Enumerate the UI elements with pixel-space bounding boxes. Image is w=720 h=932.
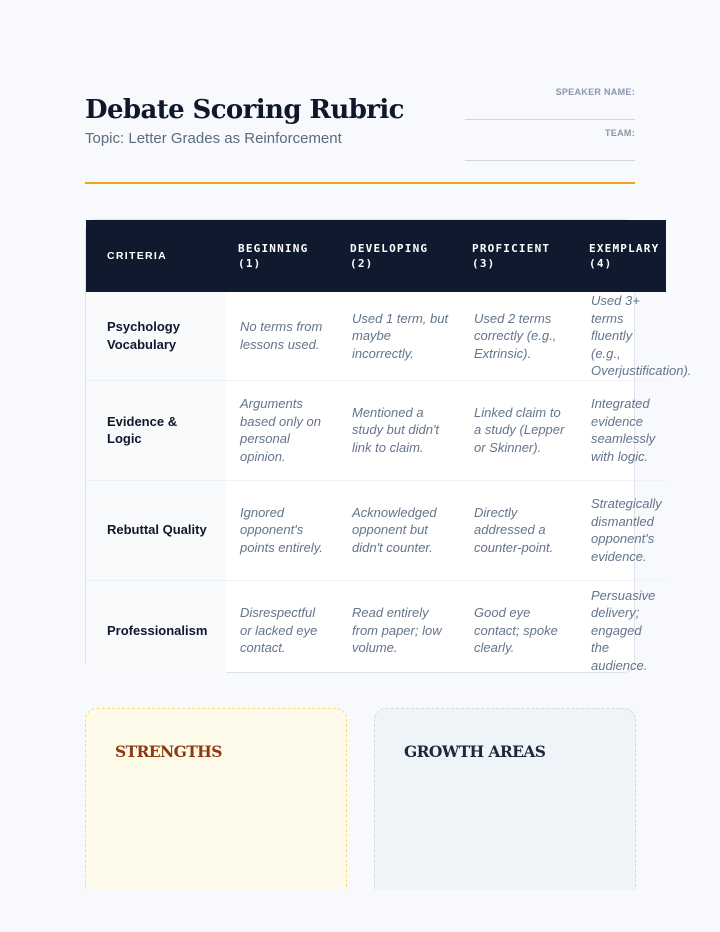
rubric-table <box>86 220 692 680</box>
column-score: (1) <box>238 257 262 270</box>
descriptor-cell[interactable]: Integrated evidence seamlessly with logic. <box>577 380 666 480</box>
criterion-cell: Professionalism <box>86 580 226 680</box>
speaker-name-line[interactable] <box>465 119 635 120</box>
table-row <box>86 292 666 380</box>
descriptor-cell[interactable]: Read entirely from paper; low volume. <box>338 580 460 680</box>
descriptor-cell[interactable]: Mentioned a study but didn't link to claim. <box>338 380 460 480</box>
rubric-body <box>86 292 692 680</box>
column-header-exemplary <box>577 220 666 292</box>
strengths-box[interactable] <box>85 708 347 898</box>
rubric-header-row <box>86 220 666 292</box>
column-label: CRITERIA <box>107 249 167 262</box>
column-score: (3) <box>472 257 496 270</box>
descriptor-cell[interactable]: Used 1 term, but maybe incorrectly. <box>352 310 449 361</box>
column-label: PROFICIENT <box>472 242 551 255</box>
descriptor-cell[interactable]: Acknowledged opponent but didn't counter. <box>338 480 460 580</box>
page-bottom-margin <box>0 890 720 932</box>
column-header-developing <box>338 220 460 292</box>
column-score: (2) <box>350 257 374 270</box>
rubric-header <box>86 220 666 292</box>
speaker-name-field[interactable] <box>465 87 635 120</box>
descriptor-cell[interactable]: Arguments based only on personal opinion. <box>226 380 338 480</box>
column-score: (4) <box>589 257 613 270</box>
rubric-page <box>85 0 692 932</box>
page-header <box>85 0 635 184</box>
team-label: TEAM: <box>605 128 635 138</box>
descriptor-cell[interactable]: Good eye contact; spoke clearly. <box>460 580 577 680</box>
descriptor-cell[interactable]: Disrespectful or lacked eye contact. <box>226 580 338 680</box>
column-header-proficient <box>460 220 577 292</box>
descriptor-cell[interactable]: Directly addressed a counter-point. <box>460 480 577 580</box>
column-label: EXEMPLARY <box>589 242 660 255</box>
column-label: DEVELOPING <box>350 242 429 255</box>
team-field[interactable] <box>465 128 635 161</box>
column-header-criteria <box>86 220 226 292</box>
header-divider <box>85 182 635 184</box>
descriptor-cell[interactable]: Persuasive delivery; engaged the audience. <box>577 580 666 680</box>
descriptor-cell[interactable]: Linked claim to a study (Lepper or Skinner). <box>460 380 577 480</box>
column-header-beginning <box>226 220 338 292</box>
descriptor-cell[interactable]: Ignored opponent's points entirely. <box>226 480 338 580</box>
criterion-cell: Evidence & Logic <box>86 380 226 480</box>
table-row <box>86 380 666 480</box>
page-subtitle: Topic: Letter Grades as Reinforcement <box>85 130 342 147</box>
descriptor-cell[interactable]: Used 3+ terms fluently (e.g., Overjustification). <box>591 293 692 378</box>
descriptor-cell[interactable]: No terms from lessons used. <box>240 319 323 352</box>
rubric-table-card <box>85 219 692 673</box>
page-title: Debate Scoring Rubric <box>85 95 404 125</box>
criterion-cell: Rebuttal Quality <box>86 480 226 580</box>
table-row <box>86 480 666 580</box>
growth-areas-box[interactable] <box>374 708 636 898</box>
criterion-cell: Psychology Vocabulary <box>86 292 226 380</box>
descriptor-cell[interactable]: Strategically dismantled opponent's evidence. <box>577 480 666 580</box>
descriptor-cell[interactable]: Used 2 terms correctly (e.g., Extrinsic). <box>474 310 557 361</box>
strengths-title: STRENGTHS <box>115 742 222 761</box>
team-line[interactable] <box>465 160 635 161</box>
table-row <box>86 580 666 680</box>
speaker-name-label: SPEAKER NAME: <box>555 87 635 97</box>
growth-areas-title: GROWTH AREAS <box>404 742 546 761</box>
column-label: BEGINNING <box>238 242 309 255</box>
